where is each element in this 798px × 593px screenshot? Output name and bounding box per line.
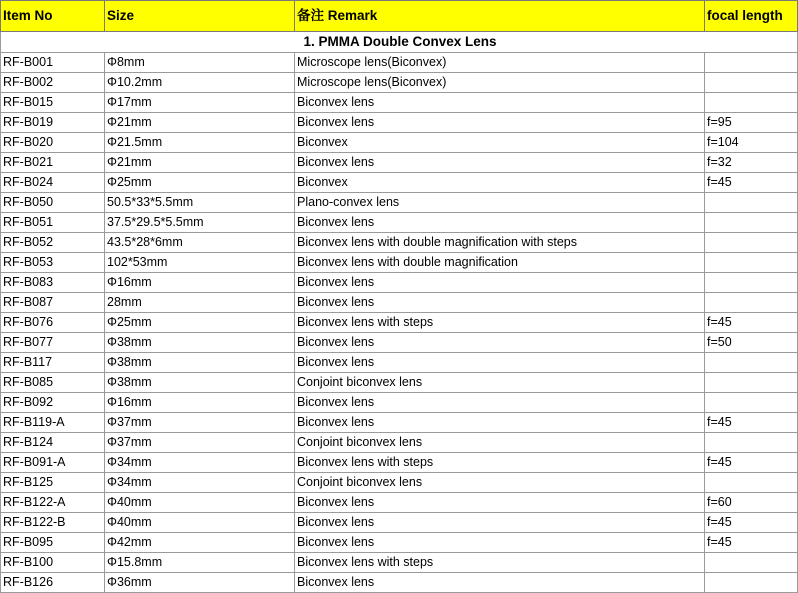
cell-focal-length[interactable] — [705, 393, 798, 413]
table-row — [1, 173, 798, 193]
cell-item-no[interactable]: RF-B077 — [1, 333, 105, 353]
cell-item-no[interactable]: RF-B124 — [1, 433, 105, 453]
cell-focal-length[interactable]: f=104 — [705, 133, 798, 153]
cell-focal-length[interactable] — [705, 553, 798, 573]
cell-focal-length[interactable] — [705, 253, 798, 273]
table-row — [1, 53, 798, 73]
cell-size[interactable]: Φ16mm — [105, 273, 295, 293]
cell-size[interactable]: 50.5*33*5.5mm — [105, 193, 295, 213]
cell-size[interactable]: Φ40mm — [105, 513, 295, 533]
cell-remark[interactable]: Biconvex lens — [295, 513, 705, 533]
cell-size[interactable]: Φ21mm — [105, 153, 295, 173]
cell-size[interactable]: 28mm — [105, 293, 295, 313]
cell-item-no[interactable]: RF-B092 — [1, 393, 105, 413]
cell-size[interactable]: Φ17mm — [105, 93, 295, 113]
cell-remark[interactable]: Biconvex lens with double magnification with steps — [295, 233, 705, 253]
table-row — [1, 553, 798, 573]
table-row — [1, 293, 798, 313]
table-row — [1, 113, 798, 133]
cell-remark[interactable]: Biconvex lens — [295, 113, 705, 133]
cell-remark[interactable]: Biconvex — [295, 173, 705, 193]
cell-remark[interactable]: Biconvex lens — [295, 333, 705, 353]
cell-item-no[interactable]: RF-B117 — [1, 353, 105, 373]
cell-remark[interactable]: Biconvex lens — [295, 93, 705, 113]
cell-focal-length[interactable]: f=32 — [705, 153, 798, 173]
table-row — [1, 73, 798, 93]
header-focal-length[interactable]: focal length — [705, 1, 798, 32]
cell-remark[interactable]: Biconvex lens — [295, 413, 705, 433]
cell-remark[interactable]: Microscope lens(Biconvex) — [295, 73, 705, 93]
cell-size[interactable]: Φ10.2mm — [105, 73, 295, 93]
table-row — [1, 453, 798, 473]
cell-focal-length[interactable] — [705, 193, 798, 213]
cell-item-no[interactable]: RF-B020 — [1, 133, 105, 153]
table-row — [1, 513, 798, 533]
table-row — [1, 153, 798, 173]
cell-focal-length[interactable] — [705, 573, 798, 593]
header-size[interactable]: Size — [105, 1, 295, 32]
cell-remark[interactable]: Biconvex lens — [295, 213, 705, 233]
cell-size[interactable]: Φ42mm — [105, 533, 295, 553]
table-row — [1, 473, 798, 493]
header-item-no[interactable]: Item No — [1, 1, 105, 32]
header-remark[interactable]: 备注 Remark — [295, 1, 705, 32]
table-row — [1, 333, 798, 353]
cell-item-no[interactable]: RF-B087 — [1, 293, 105, 313]
table-row — [1, 573, 798, 593]
cell-size[interactable]: Φ25mm — [105, 313, 295, 333]
cell-focal-length[interactable] — [705, 213, 798, 233]
cell-remark[interactable]: Conjoint biconvex lens — [295, 473, 705, 493]
cell-focal-length[interactable]: f=45 — [705, 453, 798, 473]
cell-item-no[interactable]: RF-B015 — [1, 93, 105, 113]
cell-focal-length[interactable] — [705, 433, 798, 453]
cell-remark[interactable]: Biconvex lens — [295, 273, 705, 293]
cell-size[interactable]: Φ37mm — [105, 413, 295, 433]
table-row — [1, 253, 798, 273]
cell-item-no[interactable]: RF-B100 — [1, 553, 105, 573]
cell-size[interactable]: Φ21mm — [105, 113, 295, 133]
cell-focal-length[interactable]: f=45 — [705, 513, 798, 533]
table-row — [1, 493, 798, 513]
cell-item-no[interactable]: RF-B052 — [1, 233, 105, 253]
cell-focal-length[interactable]: f=50 — [705, 333, 798, 353]
cell-remark[interactable]: Biconvex lens — [295, 353, 705, 373]
table-row — [1, 133, 798, 153]
cell-focal-length[interactable] — [705, 373, 798, 393]
cell-item-no[interactable]: RF-B002 — [1, 73, 105, 93]
cell-size[interactable]: 43.5*28*6mm — [105, 233, 295, 253]
cell-size[interactable]: Φ25mm — [105, 173, 295, 193]
cell-focal-length[interactable]: f=45 — [705, 413, 798, 433]
cell-size[interactable]: Φ34mm — [105, 453, 295, 473]
cell-size[interactable]: Φ36mm — [105, 573, 295, 593]
cell-remark[interactable]: Conjoint biconvex lens — [295, 433, 705, 453]
cell-item-no[interactable]: RF-B122-B — [1, 513, 105, 533]
table-row — [1, 433, 798, 453]
cell-focal-length[interactable] — [705, 353, 798, 373]
cell-item-no[interactable]: RF-B021 — [1, 153, 105, 173]
cell-item-no[interactable]: RF-B051 — [1, 213, 105, 233]
cell-size[interactable]: Φ8mm — [105, 53, 295, 73]
cell-size[interactable]: Φ37mm — [105, 433, 295, 453]
cell-remark[interactable]: Biconvex lens — [295, 293, 705, 313]
cell-remark[interactable]: Biconvex lens — [295, 533, 705, 553]
table-row — [1, 353, 798, 373]
cell-remark[interactable]: Biconvex lens — [295, 153, 705, 173]
section-row — [1, 32, 798, 53]
cell-size[interactable]: Φ38mm — [105, 333, 295, 353]
table-row — [1, 233, 798, 253]
cell-item-no[interactable]: RF-B125 — [1, 473, 105, 493]
cell-remark[interactable]: Biconvex lens with steps — [295, 553, 705, 573]
cell-focal-length[interactable] — [705, 273, 798, 293]
cell-size[interactable]: Φ15.8mm — [105, 553, 295, 573]
cell-size[interactable]: 37.5*29.5*5.5mm — [105, 213, 295, 233]
cell-remark[interactable]: Biconvex lens — [295, 393, 705, 413]
cell-remark[interactable]: Biconvex lens with steps — [295, 453, 705, 473]
cell-item-no[interactable]: RF-B050 — [1, 193, 105, 213]
cell-focal-length[interactable] — [705, 473, 798, 493]
cell-size[interactable]: Φ38mm — [105, 373, 295, 393]
cell-remark[interactable]: Biconvex lens with double magnification — [295, 253, 705, 273]
cell-remark[interactable]: Biconvex lens with steps — [295, 313, 705, 333]
cell-item-no[interactable]: RF-B083 — [1, 273, 105, 293]
cell-item-no[interactable]: RF-B076 — [1, 313, 105, 333]
cell-remark[interactable]: Conjoint biconvex lens — [295, 373, 705, 393]
table-row — [1, 393, 798, 413]
cell-remark[interactable]: Biconvex — [295, 133, 705, 153]
cell-item-no[interactable]: RF-B053 — [1, 253, 105, 273]
cell-focal-length[interactable]: f=60 — [705, 493, 798, 513]
header-row — [1, 1, 798, 32]
cell-item-no[interactable]: RF-B126 — [1, 573, 105, 593]
cell-remark[interactable]: Plano-convex lens — [295, 193, 705, 213]
cell-item-no[interactable]: RF-B095 — [1, 533, 105, 553]
table-row — [1, 533, 798, 553]
cell-item-no[interactable]: RF-B091-A — [1, 453, 105, 473]
cell-remark[interactable]: Biconvex lens — [295, 493, 705, 513]
cell-focal-length[interactable]: f=45 — [705, 533, 798, 553]
table-row — [1, 373, 798, 393]
cell-focal-length[interactable]: f=45 — [705, 173, 798, 193]
cell-focal-length[interactable] — [705, 233, 798, 253]
table-row — [1, 413, 798, 433]
table-row — [1, 193, 798, 213]
cell-focal-length[interactable] — [705, 73, 798, 93]
section-title[interactable]: 1. PMMA Double Convex Lens — [1, 32, 798, 53]
cell-remark[interactable]: Microscope lens(Biconvex) — [295, 53, 705, 73]
cell-remark[interactable]: Biconvex lens — [295, 573, 705, 593]
cell-size[interactable]: Φ16mm — [105, 393, 295, 413]
cell-focal-length[interactable] — [705, 93, 798, 113]
cell-size[interactable]: Φ40mm — [105, 493, 295, 513]
cell-focal-length[interactable] — [705, 53, 798, 73]
cell-item-no[interactable]: RF-B001 — [1, 53, 105, 73]
cell-size[interactable]: Φ21.5mm — [105, 133, 295, 153]
table-row — [1, 313, 798, 333]
table-body — [1, 1, 798, 593]
table-row — [1, 273, 798, 293]
cell-item-no[interactable]: RF-B019 — [1, 113, 105, 133]
cell-focal-length[interactable]: f=95 — [705, 113, 798, 133]
cell-focal-length[interactable] — [705, 293, 798, 313]
table-row — [1, 93, 798, 113]
cell-item-no[interactable]: RF-B122-A — [1, 493, 105, 513]
cell-size[interactable]: 102*53mm — [105, 253, 295, 273]
cell-item-no[interactable]: RF-B024 — [1, 173, 105, 193]
cell-size[interactable]: Φ34mm — [105, 473, 295, 493]
table-row — [1, 213, 798, 233]
cell-size[interactable]: Φ38mm — [105, 353, 295, 373]
cell-focal-length[interactable]: f=45 — [705, 313, 798, 333]
cell-item-no[interactable]: RF-B085 — [1, 373, 105, 393]
cell-item-no[interactable]: RF-B119-A — [1, 413, 105, 433]
